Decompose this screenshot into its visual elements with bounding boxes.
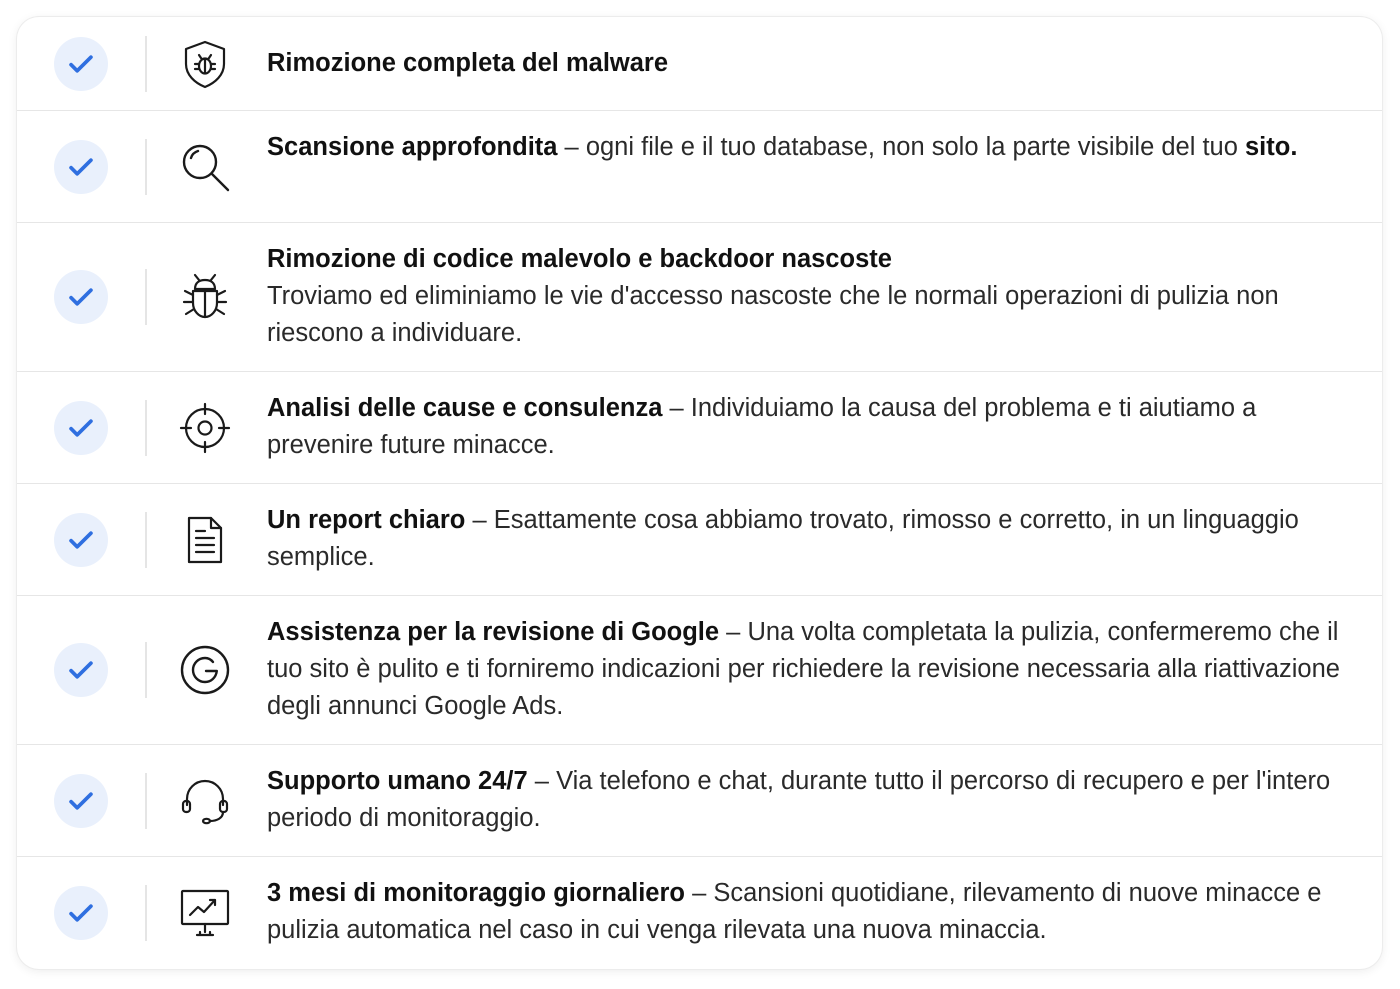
row-divider bbox=[145, 512, 147, 568]
google-icon bbox=[179, 644, 231, 696]
feature-text bbox=[267, 614, 1357, 725]
check-icon bbox=[54, 401, 108, 455]
feature-separator: – bbox=[684, 879, 714, 907]
feature-description: Via telefono e chat, durante tutto il percorso di recupero e per l'intero periodo di monitoraggio. bbox=[267, 767, 1331, 832]
feature-description: Troviamo ed eliminiamo le vie d'accesso nascoste che le normali operazioni di pulizia non riescono a individuare. bbox=[267, 282, 1279, 347]
feature-row bbox=[17, 596, 1382, 745]
features-card bbox=[17, 17, 1382, 969]
feature-description: Una volta completata la pulizia, confermeremo che il tuo sito è pulito e ti forniremo indicazioni per richiedere la revisione necessaria alla riattivazione degli annunci Google Ads. bbox=[267, 618, 1340, 720]
check-icon bbox=[54, 513, 108, 567]
check-icon bbox=[54, 37, 108, 91]
feature-text bbox=[267, 390, 1357, 464]
feature-description: ogni file e il tuo database, non solo la parte visibile del tuo bbox=[585, 133, 1245, 161]
row-divider bbox=[145, 269, 147, 325]
feature-title-suffix: sito. bbox=[1245, 133, 1298, 161]
feature-description: Scansioni quotidiane, rilevamento di nuove minacce e pulizia automatica nel caso in cui venga rilevata una nuova minaccia. bbox=[267, 879, 1322, 944]
search-icon bbox=[179, 141, 231, 193]
feature-text bbox=[267, 45, 1357, 82]
monitor-chart-icon bbox=[179, 887, 231, 939]
feature-separator: – bbox=[527, 767, 557, 795]
check-icon bbox=[54, 643, 108, 697]
feature-separator: – bbox=[719, 618, 748, 646]
feature-row bbox=[17, 111, 1382, 223]
feature-row bbox=[17, 223, 1382, 372]
feature-row bbox=[17, 857, 1382, 969]
feature-separator: – bbox=[557, 133, 586, 161]
feature-title: Scansione approfondita bbox=[267, 133, 558, 161]
feature-separator: – bbox=[465, 506, 494, 534]
check-icon bbox=[54, 140, 108, 194]
feature-title: Analisi delle cause e consulenza bbox=[267, 394, 663, 422]
feature-row bbox=[17, 17, 1382, 111]
shield-bug-icon bbox=[179, 38, 231, 90]
feature-text bbox=[267, 763, 1357, 837]
feature-title: Assistenza per la revisione di Google bbox=[267, 618, 720, 646]
feature-description: Individuiamo la causa del problema e ti aiutiamo a prevenire future minacce. bbox=[267, 394, 1257, 459]
feature-description: Esattamente cosa abbiamo trovato, rimosso e corretto, in un linguaggio semplice. bbox=[267, 506, 1299, 571]
row-divider bbox=[145, 773, 147, 829]
row-divider bbox=[145, 642, 147, 698]
check-icon bbox=[54, 774, 108, 828]
feature-title: Supporto umano 24/7 bbox=[267, 767, 528, 795]
feature-text bbox=[267, 129, 1357, 166]
check-icon bbox=[54, 270, 108, 324]
feature-separator: – bbox=[662, 394, 691, 422]
document-icon bbox=[179, 514, 231, 566]
feature-title: 3 mesi di monitoraggio giornaliero bbox=[267, 879, 685, 907]
headset-icon bbox=[179, 775, 231, 827]
row-divider bbox=[145, 36, 147, 92]
target-icon bbox=[179, 402, 231, 454]
feature-title: Rimozione completa del malware bbox=[267, 49, 669, 77]
feature-text bbox=[267, 875, 1357, 949]
row-divider bbox=[145, 885, 147, 941]
feature-text bbox=[267, 502, 1357, 576]
feature-row bbox=[17, 745, 1382, 857]
row-divider bbox=[145, 139, 147, 195]
feature-text bbox=[267, 241, 1357, 352]
bug-icon bbox=[179, 271, 231, 323]
check-icon bbox=[54, 886, 108, 940]
feature-row bbox=[17, 484, 1382, 596]
row-divider bbox=[145, 400, 147, 456]
feature-title: Rimozione di codice malevolo e backdoor nascoste bbox=[267, 245, 892, 273]
feature-title: Un report chiaro bbox=[267, 506, 466, 534]
feature-row bbox=[17, 372, 1382, 484]
